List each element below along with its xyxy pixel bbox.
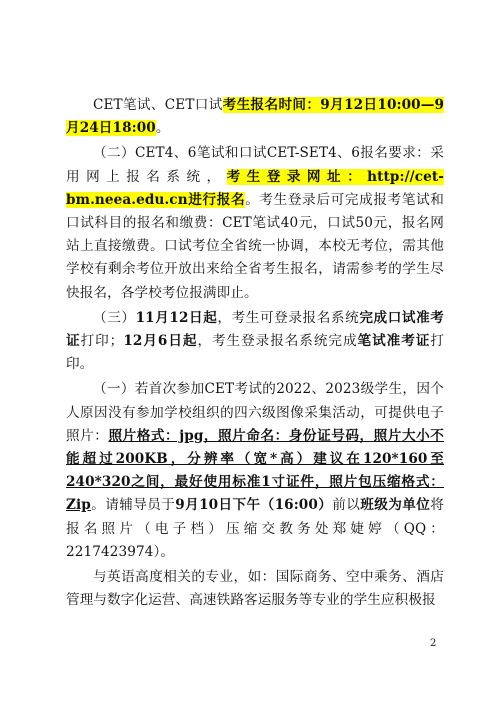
- paragraph-registration-requirements: [66, 142, 444, 304]
- paragraph-photo-requirements: [66, 378, 444, 564]
- bold-class-unit: 班级为单位: [360, 497, 431, 514]
- text-run: 前以: [332, 497, 361, 514]
- page-number: 2: [430, 638, 437, 649]
- text-run: （二）CET4、6笔试和口试CET-SET4、6报名要求：采用网上报名系统，: [66, 145, 444, 185]
- text-run: 。: [155, 120, 170, 137]
- highlight-registration-time: 考生报名时间：9月12日10:00—9月24日18:00: [66, 97, 444, 137]
- bold-oral-ticket: 完成口试准考证: [66, 309, 444, 350]
- paragraph-related-majors: 与英语高度相关的专业，如：国际商务、空中乘务、酒店管理与数字化运营、高速铁路客运服务等专业的学生应积极报: [66, 569, 444, 609]
- text-run: 打印。: [66, 333, 444, 373]
- bold-written-ticket: 笔试准考证: [357, 333, 431, 350]
- paragraph-registration-time: [66, 94, 444, 140]
- bold-deadline: 9月10日下午（16:00）: [175, 497, 333, 514]
- bold-date: 12月6日起: [123, 333, 198, 350]
- text-run: CET笔试、CET口试: [93, 97, 223, 113]
- text-run: 。请辅导员于: [90, 497, 176, 514]
- text-run: （三）: [93, 309, 136, 326]
- text-run: （一）若首次参加CET考试的2022、2023级学生，因个人原因没有参加学校组织的四六级图像采集活动，可提供电子照片：: [66, 381, 444, 444]
- bold-date: 11月12日起: [135, 309, 218, 326]
- text-run: 。考生登录后可完成报考笔试和口试科目的报名和缴费：CET笔试40元，口试50元，报名网站上直接缴费。口试考位全省统一协调，本校无考位，需其他学校有剩余考位开放出来给全省考生报名，请需参考的学生尽快报名，各学校考位报满即止。: [66, 191, 444, 301]
- document-body: [66, 94, 444, 612]
- paragraph-admission-ticket: [66, 307, 444, 377]
- text-run: 将报名照片（电子档）压缩交教务处郑婕婷（QQ：2217423974）。: [66, 497, 444, 560]
- underlined-photo-format: 照片格式：jpg，照片命名：身份证号码，照片大小不能超过200KB，分辨率（宽*高）建议在120*160至240*320之间，最好使用标准1寸证件，照片包压缩格式：Zip: [66, 427, 444, 514]
- text-run: ，考生可登录报名系统: [217, 309, 360, 326]
- text-run: ，考生登录报名系统完成: [197, 333, 358, 350]
- highlight-login-url: 考生登录网址：http://cet-bm.neea.edu.cn进行报名: [66, 168, 444, 208]
- text-run: 打印；: [80, 333, 124, 350]
